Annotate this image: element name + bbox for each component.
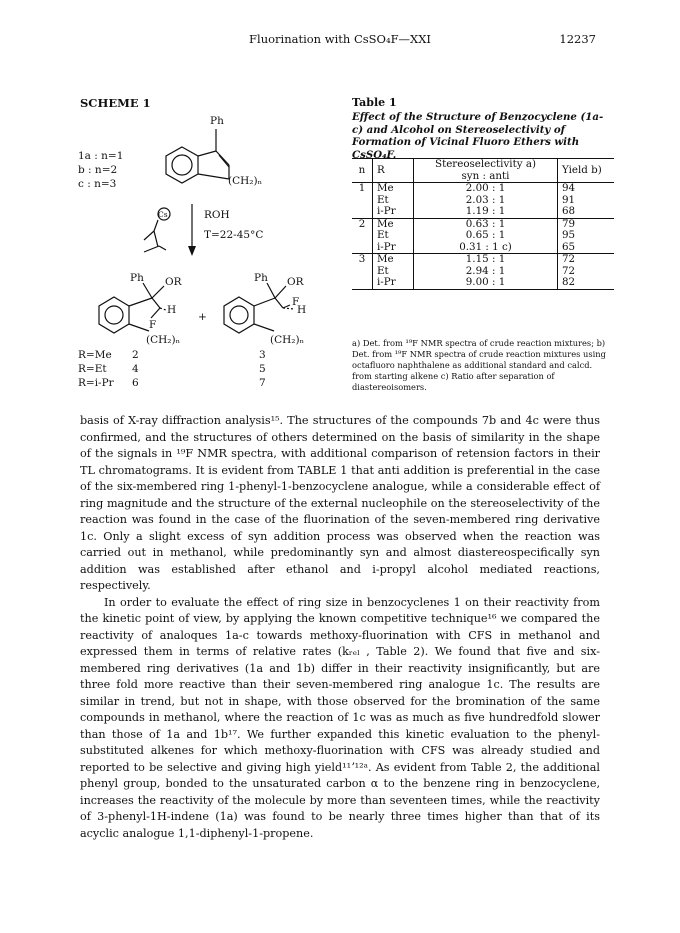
compound-number-4: 4 — [132, 363, 139, 375]
r-legend-et: R=Et — [78, 363, 107, 375]
cell-r: i-Pr — [373, 242, 414, 254]
cell-n — [352, 195, 373, 207]
col-header-r: R — [373, 159, 414, 183]
cell-n: 3 — [352, 254, 373, 266]
col-header-n: n — [352, 159, 373, 183]
product-left-h: H — [167, 304, 177, 316]
r-legend-ipr: R=i-Pr — [78, 377, 114, 389]
cell-stereo: 1.19 : 1 — [414, 206, 558, 218]
cell-stereo: 2.03 : 1 — [414, 195, 558, 207]
product-left-f: F — [149, 319, 157, 331]
cell-n: 1 — [352, 183, 373, 195]
product-left-ring: (CH₂)ₙ — [146, 334, 181, 346]
cell-stereo: 2.00 : 1 — [414, 183, 558, 195]
cell-n: 2 — [352, 218, 373, 230]
cell-yield: 94 — [562, 182, 576, 194]
table-footnote: a) Det. from ¹⁹F NMR spectra of crude reaction mixtures; b) Det. from ¹⁹F NMR spectra of crude reaction mixtures using octafluoro naphthalene as additional standard and calcd. from starting alkene c) Ratio after separation of diastereoisomers. — [352, 338, 606, 392]
table-caption: Effect of the Structure of Benzocyclene (1a-c) and Alcohol on Stereoselectivity of Formation of Vicinal Fluoro Ethers with CsSO₄F. — [352, 111, 604, 161]
cell-yield: 72 — [562, 264, 576, 277]
col-header-stereo — [414, 159, 558, 183]
product-right-f: F — [292, 296, 300, 308]
compound-number-2: 2 — [132, 349, 139, 361]
cell-r: Me — [373, 254, 414, 266]
table-header-row — [352, 159, 614, 183]
ph-label: Ph — [210, 115, 224, 127]
benzocyclene-structure — [166, 129, 229, 183]
cell-yield: 68 — [558, 206, 615, 218]
running-header-title: Fluorination with CsSO₄F—XXI — [249, 32, 431, 46]
table-row — [352, 242, 614, 254]
cell-yield: 82 — [558, 277, 615, 289]
col-header-stereo-label: Stereoselectivity a) — [435, 158, 536, 170]
cell-yield: 79 — [562, 217, 576, 230]
cell-r: i-Pr — [373, 277, 414, 289]
col-header-yield: Yield b) — [558, 159, 615, 183]
cell-yield: 65 — [558, 242, 615, 254]
arrow-head — [188, 246, 196, 256]
table-row — [352, 183, 614, 195]
col-header-stereo-sub: syn : anti — [461, 169, 510, 182]
n-value-a: 1a : n=1 — [78, 150, 124, 162]
compound-number-5: 5 — [259, 363, 266, 375]
table-row — [352, 277, 614, 289]
cell-r: Me — [373, 218, 414, 230]
ring-label: (CH₂)ₙ — [228, 175, 263, 187]
product-left-or: OR — [165, 276, 182, 288]
product-anti-structure — [224, 283, 294, 333]
cell-r: Me — [373, 183, 414, 195]
cesium-label: Cs — [158, 210, 168, 219]
cell-n — [352, 266, 373, 278]
cell-stereo: 0.65 : 1 — [414, 230, 558, 242]
reaction-scheme — [74, 100, 344, 400]
cell-yield: 72 — [562, 253, 576, 265]
cell-n — [352, 206, 373, 218]
table-row — [352, 254, 614, 266]
cell-r: Et — [373, 230, 414, 242]
cell-n — [352, 230, 373, 242]
n-value-c: c : n=3 — [78, 178, 117, 190]
cell-stereo: 9.00 : 1 — [414, 277, 558, 289]
product-right-ph: Ph — [254, 272, 268, 284]
r-legend-me: R=Me — [78, 349, 112, 361]
reagent-label-temperature: T=22-45°C — [204, 229, 264, 241]
body-paragraph-1: basis of X-ray diffraction analysis¹⁵. The structures of the compounds 7b and 4c were thus confirmed, and the structures of others determined on the basis of similarity in the shape of the signals in ¹⁹F NMR spectra, with additional comparison of retension factors in their TL chromatograms. It is evident from TABLE 1 that anti addition is preferential in the case of the six-membered ring 1-phenyl-1-benzocyclene analogue, while a considerable effect of ring magnitude and the structure of the external nucleophile on the stereoselectivity of the reaction was found in the case of the fluorination of the seven-membered ring derivative 1c. Only a slight excess of syn addition process was observed when the reaction was carried out in methanol, while predominantly syn and almost diastereospecifically syn addition was established after ethanol and i-propyl alcohol mediated reactions, respectively. — [80, 414, 600, 592]
plus-sign: + — [198, 311, 207, 323]
cell-yield: 91 — [562, 193, 576, 206]
cell-r: Et — [373, 266, 414, 278]
results-table — [352, 158, 614, 290]
product-left-ph: Ph — [130, 272, 144, 284]
table-row — [352, 206, 614, 218]
reagent-label-alcohol: ROH — [204, 209, 230, 221]
product-right-ring: (CH₂)ₙ — [270, 334, 305, 346]
cell-n — [352, 242, 373, 254]
compound-number-6: 6 — [132, 377, 139, 389]
cell-r: i-Pr — [373, 206, 414, 218]
body-paragraph-2: In order to evaluate the effect of ring size in benzocyclenes 1 on their reactivity from the kinetic point of view, by applying the known competitive technique¹⁶ we compared the reactivity of analoques 1a-c towards methoxy-fluorination with CFS in methanol and expressed them in terms of relative rates (kᵣₑₗ , Table 2). We found that five and six-membered ring derivatives (1a and 1b) differ in their reactivity insignificantly, but are three fold more reactive than their seven-membered ring analogue 1c. The results are similar in trend, but not in shape, with those observed for the bromination of the same compounds in methanol, where the reaction of 1c was as much as five hundredfold slower than those of 1a and 1b¹⁷. We further expanded this kinetic evaluation to the phenyl-substituted alkenes for which methoxy-fluorination with CFS was already studied and reported to be selective and giving high yield¹¹ʼ¹²ᵃ. As evident from Table 2, the additional phenyl group, bonded to the unsaturated carbon α to the benzene ring in benzocyclene, increases the reactivity of the molecule by more than seventeen times, while the reactivity of 3-phenyl-1H-indene (1a) was found to be nearly three times higher than that of its acyclic analogue 1,1-diphenyl-1-propene. — [80, 595, 600, 840]
cell-stereo: 2.94 : 1 — [414, 266, 558, 278]
table-title: Table 1 — [352, 96, 397, 109]
cell-yield: 95 — [562, 229, 576, 241]
scheme-title: SCHEME 1 — [80, 96, 151, 110]
compound-number-3: 3 — [259, 349, 266, 361]
product-right-or: OR — [287, 276, 304, 288]
n-value-b: b : n=2 — [78, 164, 118, 176]
cell-stereo: 1.15 : 1 — [414, 254, 558, 266]
compound-number-7: 7 — [259, 377, 266, 389]
cell-stereo: 0.63 : 1 — [414, 218, 558, 230]
cell-stereo: 0.31 : 1 c) — [414, 242, 558, 254]
table-row — [352, 230, 614, 242]
cell-r: Et — [373, 195, 414, 207]
product-right-h: H — [297, 304, 307, 316]
body-text — [80, 413, 600, 842]
cell-n — [352, 277, 373, 289]
page-number: 12237 — [559, 32, 596, 46]
